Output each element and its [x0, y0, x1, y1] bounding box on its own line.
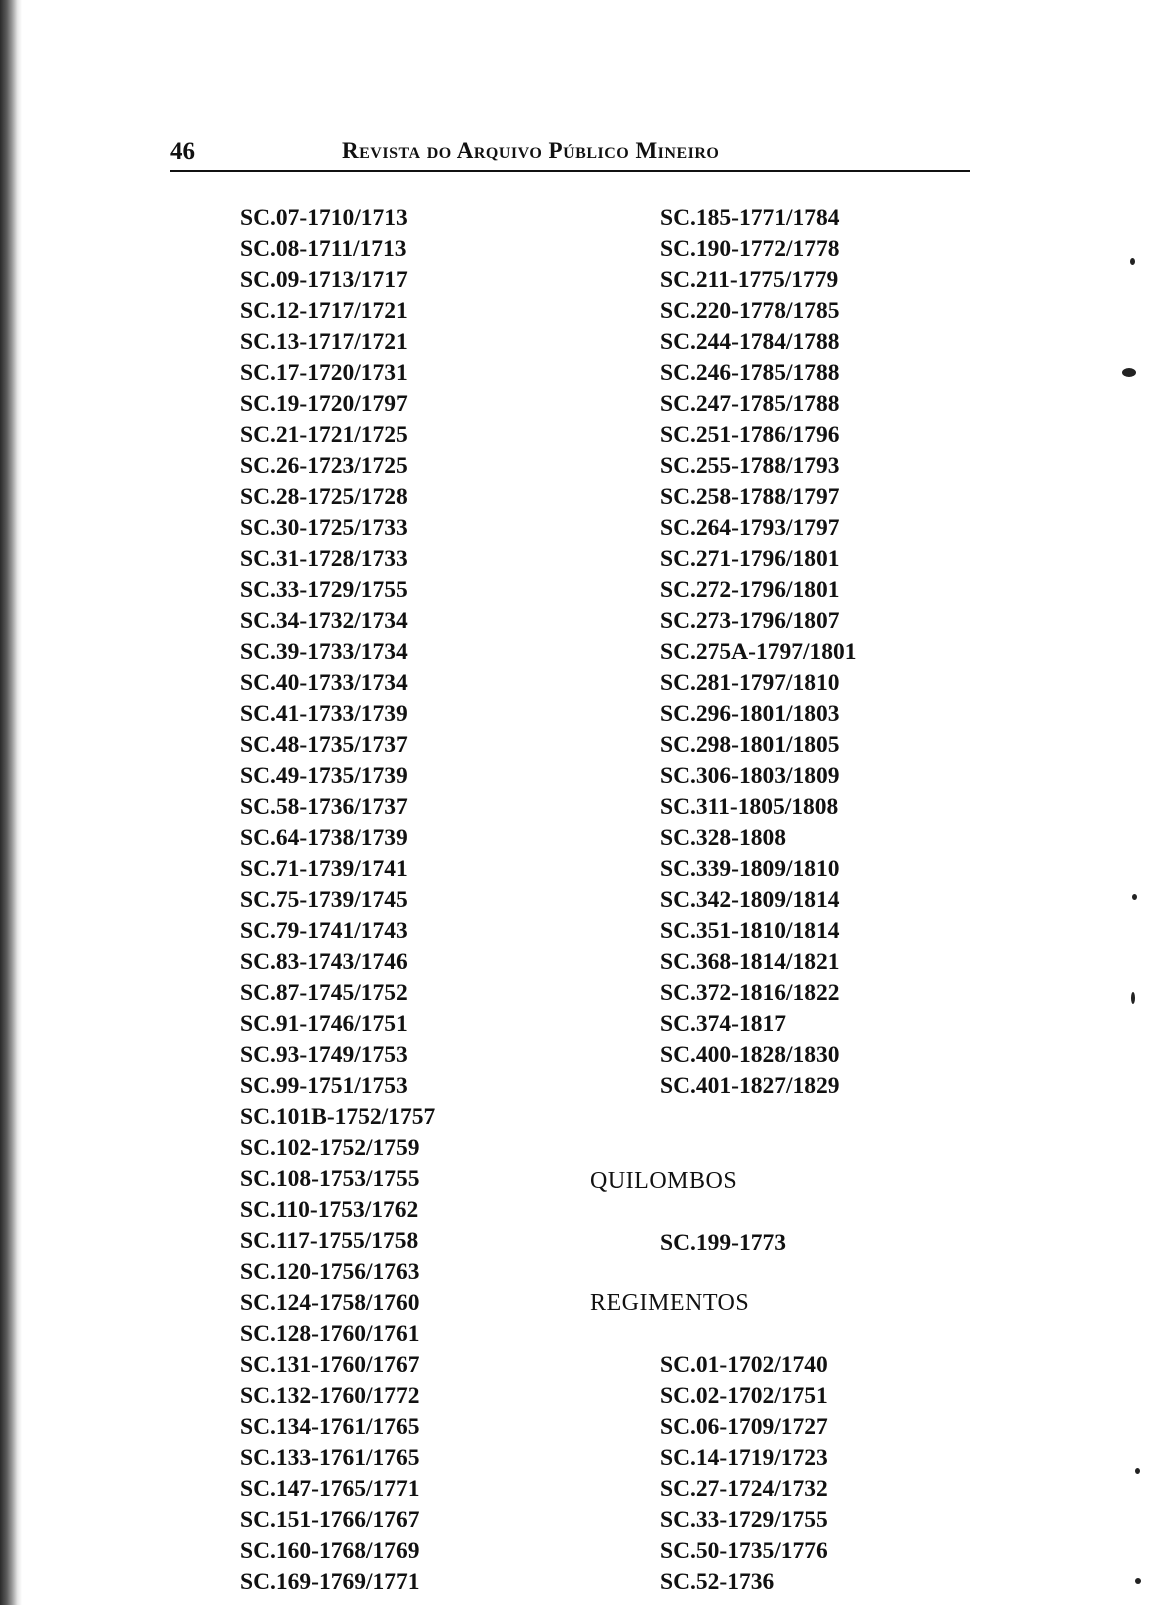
list-item: SC.02-1702/1751 [660, 1383, 828, 1409]
list-item: SC.83-1743/1746 [240, 949, 408, 975]
list-item: SC.311-1805/1808 [660, 794, 839, 820]
list-item: SC.124-1758/1760 [240, 1290, 420, 1316]
list-item: SC.272-1796/1801 [660, 577, 840, 603]
list-item: SC.339-1809/1810 [660, 856, 840, 882]
list-item: SC.131-1760/1767 [240, 1352, 420, 1378]
list-item: SC.251-1786/1796 [660, 422, 840, 448]
list-item: SC.247-1785/1788 [660, 391, 840, 417]
list-item: SC.99-1751/1753 [240, 1073, 408, 1099]
list-item: SC.117-1755/1758 [240, 1228, 419, 1254]
left-column-list [240, 203, 435, 1598]
list-item: SC.185-1771/1784 [660, 205, 840, 231]
list-item: SC.190-1772/1778 [660, 236, 840, 262]
list-item: SC.246-1785/1788 [660, 360, 840, 386]
list-item: SC.264-1793/1797 [660, 515, 840, 541]
list-item: SC.52-1736 [660, 1569, 775, 1595]
quilombos-list [660, 1228, 786, 1259]
list-item: SC.27-1724/1732 [660, 1476, 828, 1502]
list-item: SC.296-1801/1803 [660, 701, 840, 727]
list-item: SC.50-1735/1776 [660, 1538, 828, 1564]
list-item: SC.169-1769/1771 [240, 1569, 420, 1595]
list-item: SC.368-1814/1821 [660, 949, 840, 975]
list-item: SC.281-1797/1810 [660, 670, 840, 696]
running-title: Revista do Arquivo Público Mineiro [342, 138, 720, 163]
list-item: SC.75-1739/1745 [240, 887, 408, 913]
list-item: SC.08-1711/1713 [240, 236, 407, 262]
list-item: SC.40-1733/1734 [240, 670, 408, 696]
list-item: SC.328-1808 [660, 825, 786, 851]
list-item: SC.28-1725/1728 [240, 484, 408, 510]
scan-speck [1130, 258, 1135, 265]
list-item: SC.120-1756/1763 [240, 1259, 420, 1285]
list-item: SC.13-1717/1721 [240, 329, 408, 355]
scan-speck [1135, 1468, 1140, 1474]
list-item: SC.273-1796/1807 [660, 608, 840, 634]
list-item: SC.133-1761/1765 [240, 1445, 420, 1471]
list-item: SC.275A-1797/1801 [660, 639, 857, 665]
list-item: SC.31-1728/1733 [240, 546, 408, 572]
list-item: SC.128-1760/1761 [240, 1321, 420, 1347]
list-item: SC.01-1702/1740 [660, 1352, 828, 1378]
list-item: SC.108-1753/1755 [240, 1166, 420, 1192]
list-item: SC.93-1749/1753 [240, 1042, 408, 1068]
list-item: SC.71-1739/1741 [240, 856, 408, 882]
scan-speck [1132, 894, 1137, 900]
list-item: SC.101B-1752/1757 [240, 1104, 436, 1130]
scan-speck [1135, 1578, 1141, 1584]
list-item: SC.19-1720/1797 [240, 391, 408, 417]
header-rule [170, 170, 970, 172]
list-item: SC.132-1760/1772 [240, 1383, 420, 1409]
list-item: SC.06-1709/1727 [660, 1414, 828, 1440]
list-item: SC.372-1816/1822 [660, 980, 840, 1006]
list-item: SC.134-1761/1765 [240, 1414, 420, 1440]
list-item: SC.160-1768/1769 [240, 1538, 420, 1564]
regimentos-list [660, 1350, 828, 1598]
list-item: SC.26-1723/1725 [240, 453, 408, 479]
list-item: SC.400-1828/1830 [660, 1042, 840, 1068]
list-item: SC.41-1733/1739 [240, 701, 408, 727]
list-item: SC.91-1746/1751 [240, 1011, 408, 1037]
right-column-list [660, 203, 857, 1102]
list-item: SC.34-1732/1734 [240, 608, 408, 634]
list-item: SC.220-1778/1785 [660, 298, 840, 324]
scan-speck [1131, 992, 1135, 1004]
list-item: SC.12-1717/1721 [240, 298, 408, 324]
section-heading-regimentos: REGIMENTOS [590, 1290, 750, 1316]
list-item: SC.102-1752/1759 [240, 1135, 420, 1161]
list-item: SC.211-1775/1779 [660, 267, 839, 293]
section-heading-quilombos: QUILOMBOS [590, 1168, 738, 1194]
list-item: SC.271-1796/1801 [660, 546, 840, 572]
page-binding-edge [0, 0, 22, 1605]
list-item: SC.14-1719/1723 [660, 1445, 828, 1471]
list-item: SC.199-1773 [660, 1230, 786, 1256]
list-item: SC.374-1817 [660, 1011, 786, 1037]
list-item: SC.48-1735/1737 [240, 732, 408, 758]
scan-speck [1122, 368, 1136, 377]
list-item: SC.87-1745/1752 [240, 980, 408, 1006]
list-item: SC.351-1810/1814 [660, 918, 840, 944]
list-item: SC.151-1766/1767 [240, 1507, 420, 1533]
page-number: 46 [170, 138, 195, 165]
list-item: SC.244-1784/1788 [660, 329, 840, 355]
list-item: SC.58-1736/1737 [240, 794, 408, 820]
list-item: SC.342-1809/1814 [660, 887, 840, 913]
list-item: SC.39-1733/1734 [240, 639, 408, 665]
list-item: SC.21-1721/1725 [240, 422, 408, 448]
list-item: SC.09-1713/1717 [240, 267, 408, 293]
list-item: SC.255-1788/1793 [660, 453, 840, 479]
list-item: SC.110-1753/1762 [240, 1197, 419, 1223]
list-item: SC.79-1741/1743 [240, 918, 408, 944]
list-item: SC.298-1801/1805 [660, 732, 840, 758]
list-item: SC.147-1765/1771 [240, 1476, 420, 1502]
list-item: SC.49-1735/1739 [240, 763, 408, 789]
list-item: SC.306-1803/1809 [660, 763, 840, 789]
list-item: SC.33-1729/1755 [240, 577, 408, 603]
list-item: SC.30-1725/1733 [240, 515, 408, 541]
list-item: SC.33-1729/1755 [660, 1507, 828, 1533]
list-item: SC.401-1827/1829 [660, 1073, 840, 1099]
list-item: SC.258-1788/1797 [660, 484, 840, 510]
list-item: SC.07-1710/1713 [240, 205, 408, 231]
list-item: SC.64-1738/1739 [240, 825, 408, 851]
list-item: SC.17-1720/1731 [240, 360, 408, 386]
